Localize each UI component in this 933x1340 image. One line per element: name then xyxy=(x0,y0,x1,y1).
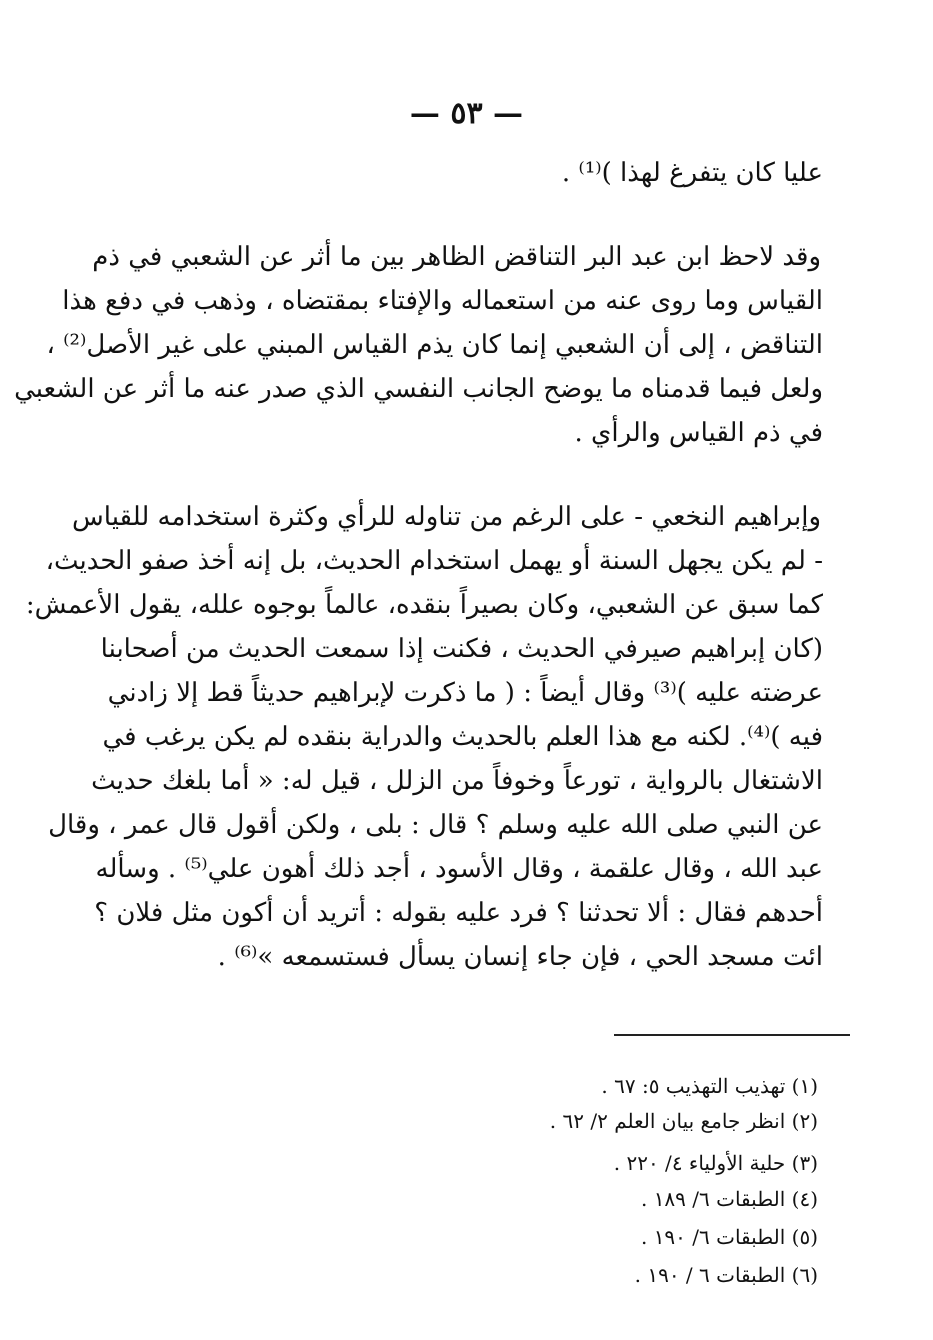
paragraph-3-line-10: أحدهم فقال : ألا تحدثنا ؟ فرد عليه بقوله : أتريد أن أكون مثل فلان ؟ xyxy=(94,898,823,928)
footnote-2: (٢) انظر جامع بيان العلم ٢/ ٦٢ . xyxy=(549,1109,818,1133)
paragraph-3-line-5: عرضته عليه )⁽³⁾ وقال أيضاً : ( ما ذكرت لإبراهيم حديثاً قط إلا زادني xyxy=(107,678,823,708)
paragraph-3-line-3: كما سبق عن الشعبي، وكان بصيراً بنقده، عالماً بوجوه علله، يقول الأعمش: xyxy=(25,590,823,620)
paragraph-3-line-1: وإبراهيم النخعي - على الرغم من تناوله للرأي وكثرة استخدامه للقياس xyxy=(72,502,821,532)
footnote-separator xyxy=(614,1034,850,1036)
footnote-4: (٤) الطبقات ٦/ ١٨٩ . xyxy=(640,1187,818,1211)
paragraph-1-line-1: عليا كان يتفرغ لهذا )⁽¹⁾ . xyxy=(561,158,823,188)
page-number: — ٥٣ — xyxy=(409,96,524,131)
paragraph-3-line-7: الاشتغال بالرواية ، تورعاً وخوفاً من الزلل ، قيل له: « أما بلغك حديث xyxy=(91,766,823,796)
paragraph-3-line-9: عبد الله ، وقال علقمة ، وقال الأسود ، أجد ذلك أهون علي⁽⁵⁾ . وسأله xyxy=(95,854,823,884)
footnote-3: (٣) حلية الأولياء ٤/ ٢٢٠ . xyxy=(613,1151,818,1175)
paragraph-2-line-1: وقد لاحظ ابن عبد البر التناقض الظاهر بين ما أثر عن الشعبي في ذم xyxy=(92,242,821,272)
footnote-1: (١) تهذيب التهذيب ٥: ٦٧ . xyxy=(601,1074,818,1098)
paragraph-3-line-4: (كان إبراهيم صيرفي الحديث ، فكنت إذا سمعت الحديث من أصحابنا xyxy=(100,634,823,664)
paragraph-3-line-6: فيه )⁽⁴⁾. لكنه مع هذا العلم بالحديث والدراية بنقده لم يكن يرغب في xyxy=(102,722,823,752)
paragraph-3-line-11: ائت مسجد الحي ، فإن جاء إنسان يسأل فستسمعه »⁽⁶⁾ . xyxy=(217,942,823,972)
paragraph-2-line-2: القياس وما روى عنه من استعماله والإفتاء بمقتضاه ، وذهب في دفع هذا xyxy=(62,286,823,316)
paragraph-3-line-2: - لم يكن يجهل السنة أو يهمل استخدام الحديث، بل إنه أخذ صفو الحديث، xyxy=(45,546,823,576)
footnote-6: (٦) الطبقات ٦ / ١٩٠ . xyxy=(634,1263,818,1287)
footnote-5: (٥) الطبقات ٦/ ١٩٠ . xyxy=(640,1225,818,1249)
paragraph-2-line-5: في ذم القياس والرأي . xyxy=(574,418,823,448)
paragraph-3-line-8: عن النبي صلى الله عليه وسلم ؟ قال : بلى ، ولكن أقول قال عمر ، وقال xyxy=(48,810,823,840)
paragraph-2-line-3: التناقض ، إلى أن الشعبي إنما كان يذم القياس المبني على غير الأصل⁽²⁾ ، xyxy=(46,330,823,360)
paragraph-2-line-4: ولعل فيما قدمناه ما يوضح الجانب النفسي الذي صدر عنه ما أثر عن الشعبي xyxy=(14,374,823,404)
